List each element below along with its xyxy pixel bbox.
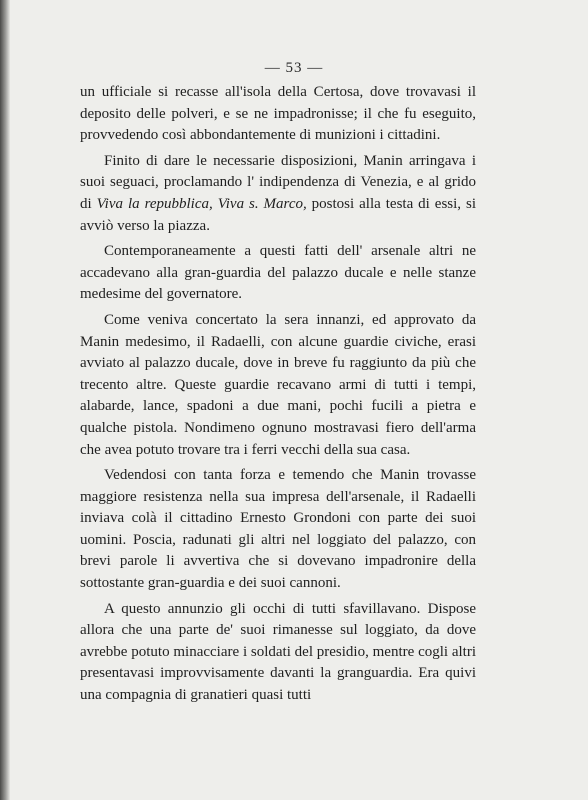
paragraph-text: Vedendosi con tanta forza e temendo che Manin trovasse maggiore resistenza nella sua impresa dell'arsenale, il Radaelli inviava colà il cittadino Ernesto Grondoni con parte dei suoi uomini. Poscia, radunati gli altri nel loggiato del palazzo, con brevi parole li avvertiva che si dovevano impadronire della sottostante gran-guardia e dei suoi cannoni. xyxy=(80,467,476,592)
paragraph-4 xyxy=(80,310,476,461)
paragraph-6 xyxy=(80,599,476,707)
paragraph-1 xyxy=(80,82,476,147)
paragraph-2 xyxy=(80,151,476,237)
paragraph-text: un ufficiale si recasse all'isola della Certosa, dove trovavasi il deposito delle polveri, e se ne impadronisse; il che fu eseguito, provvedendo così abbondantemente di munizioni i cittadini. xyxy=(80,84,476,144)
paragraph-text: postosi alla testa di essi, si avviò verso la piazza. xyxy=(80,195,476,234)
paragraph-text: A questo annunzio gli occhi di tutti sfavillavano. Dispose allora che una parte de' suoi rimanesse sul loggiato, da dove avrebbe potuto minacciare i soldati del presidio, mentre cogli altri presentavasi improvvisamente davanti la granguardia. Era quivi una compagnia di granatieri quasi tutti xyxy=(80,600,476,704)
paragraph-text: Finito di dare le necessarie disposizioni, Manin arringava i suoi seguaci, proclamando l' indipendenza di Venezia, e al grido di xyxy=(80,152,476,212)
paragraph-text: Come veniva concertato la sera innanzi, ed approvato da Manin medesimo, il Radaelli, con alcune guardie civiche, erasi avviato al palazzo ducale, dove in breve fu raggiunto da più che trecento altre. Queste guardie recavano armi di tutti i tempi, alabarde, lance, spadoni a due mani, pochi fucili a pietra e qualche pistola. Nondimeno ognuno mostravasi fiero dell'arma che avea potuto trovare tra i ferri vecchi della sua casa. xyxy=(80,311,476,458)
paragraph-text: Contemporaneamente a questi fatti dell' arsenale altri ne accadevano alla gran-guardia del palazzo ducale e nelle stanze medesime del governatore. xyxy=(80,243,476,303)
italic-exclamation: Viva la repubblica, Viva s. Marco, xyxy=(96,195,307,212)
paragraph-3 xyxy=(80,241,476,306)
book-spine-shadow xyxy=(0,0,10,800)
page-number: — 53 — xyxy=(264,60,324,76)
paragraph-5 xyxy=(80,465,476,595)
body-text xyxy=(80,82,476,711)
